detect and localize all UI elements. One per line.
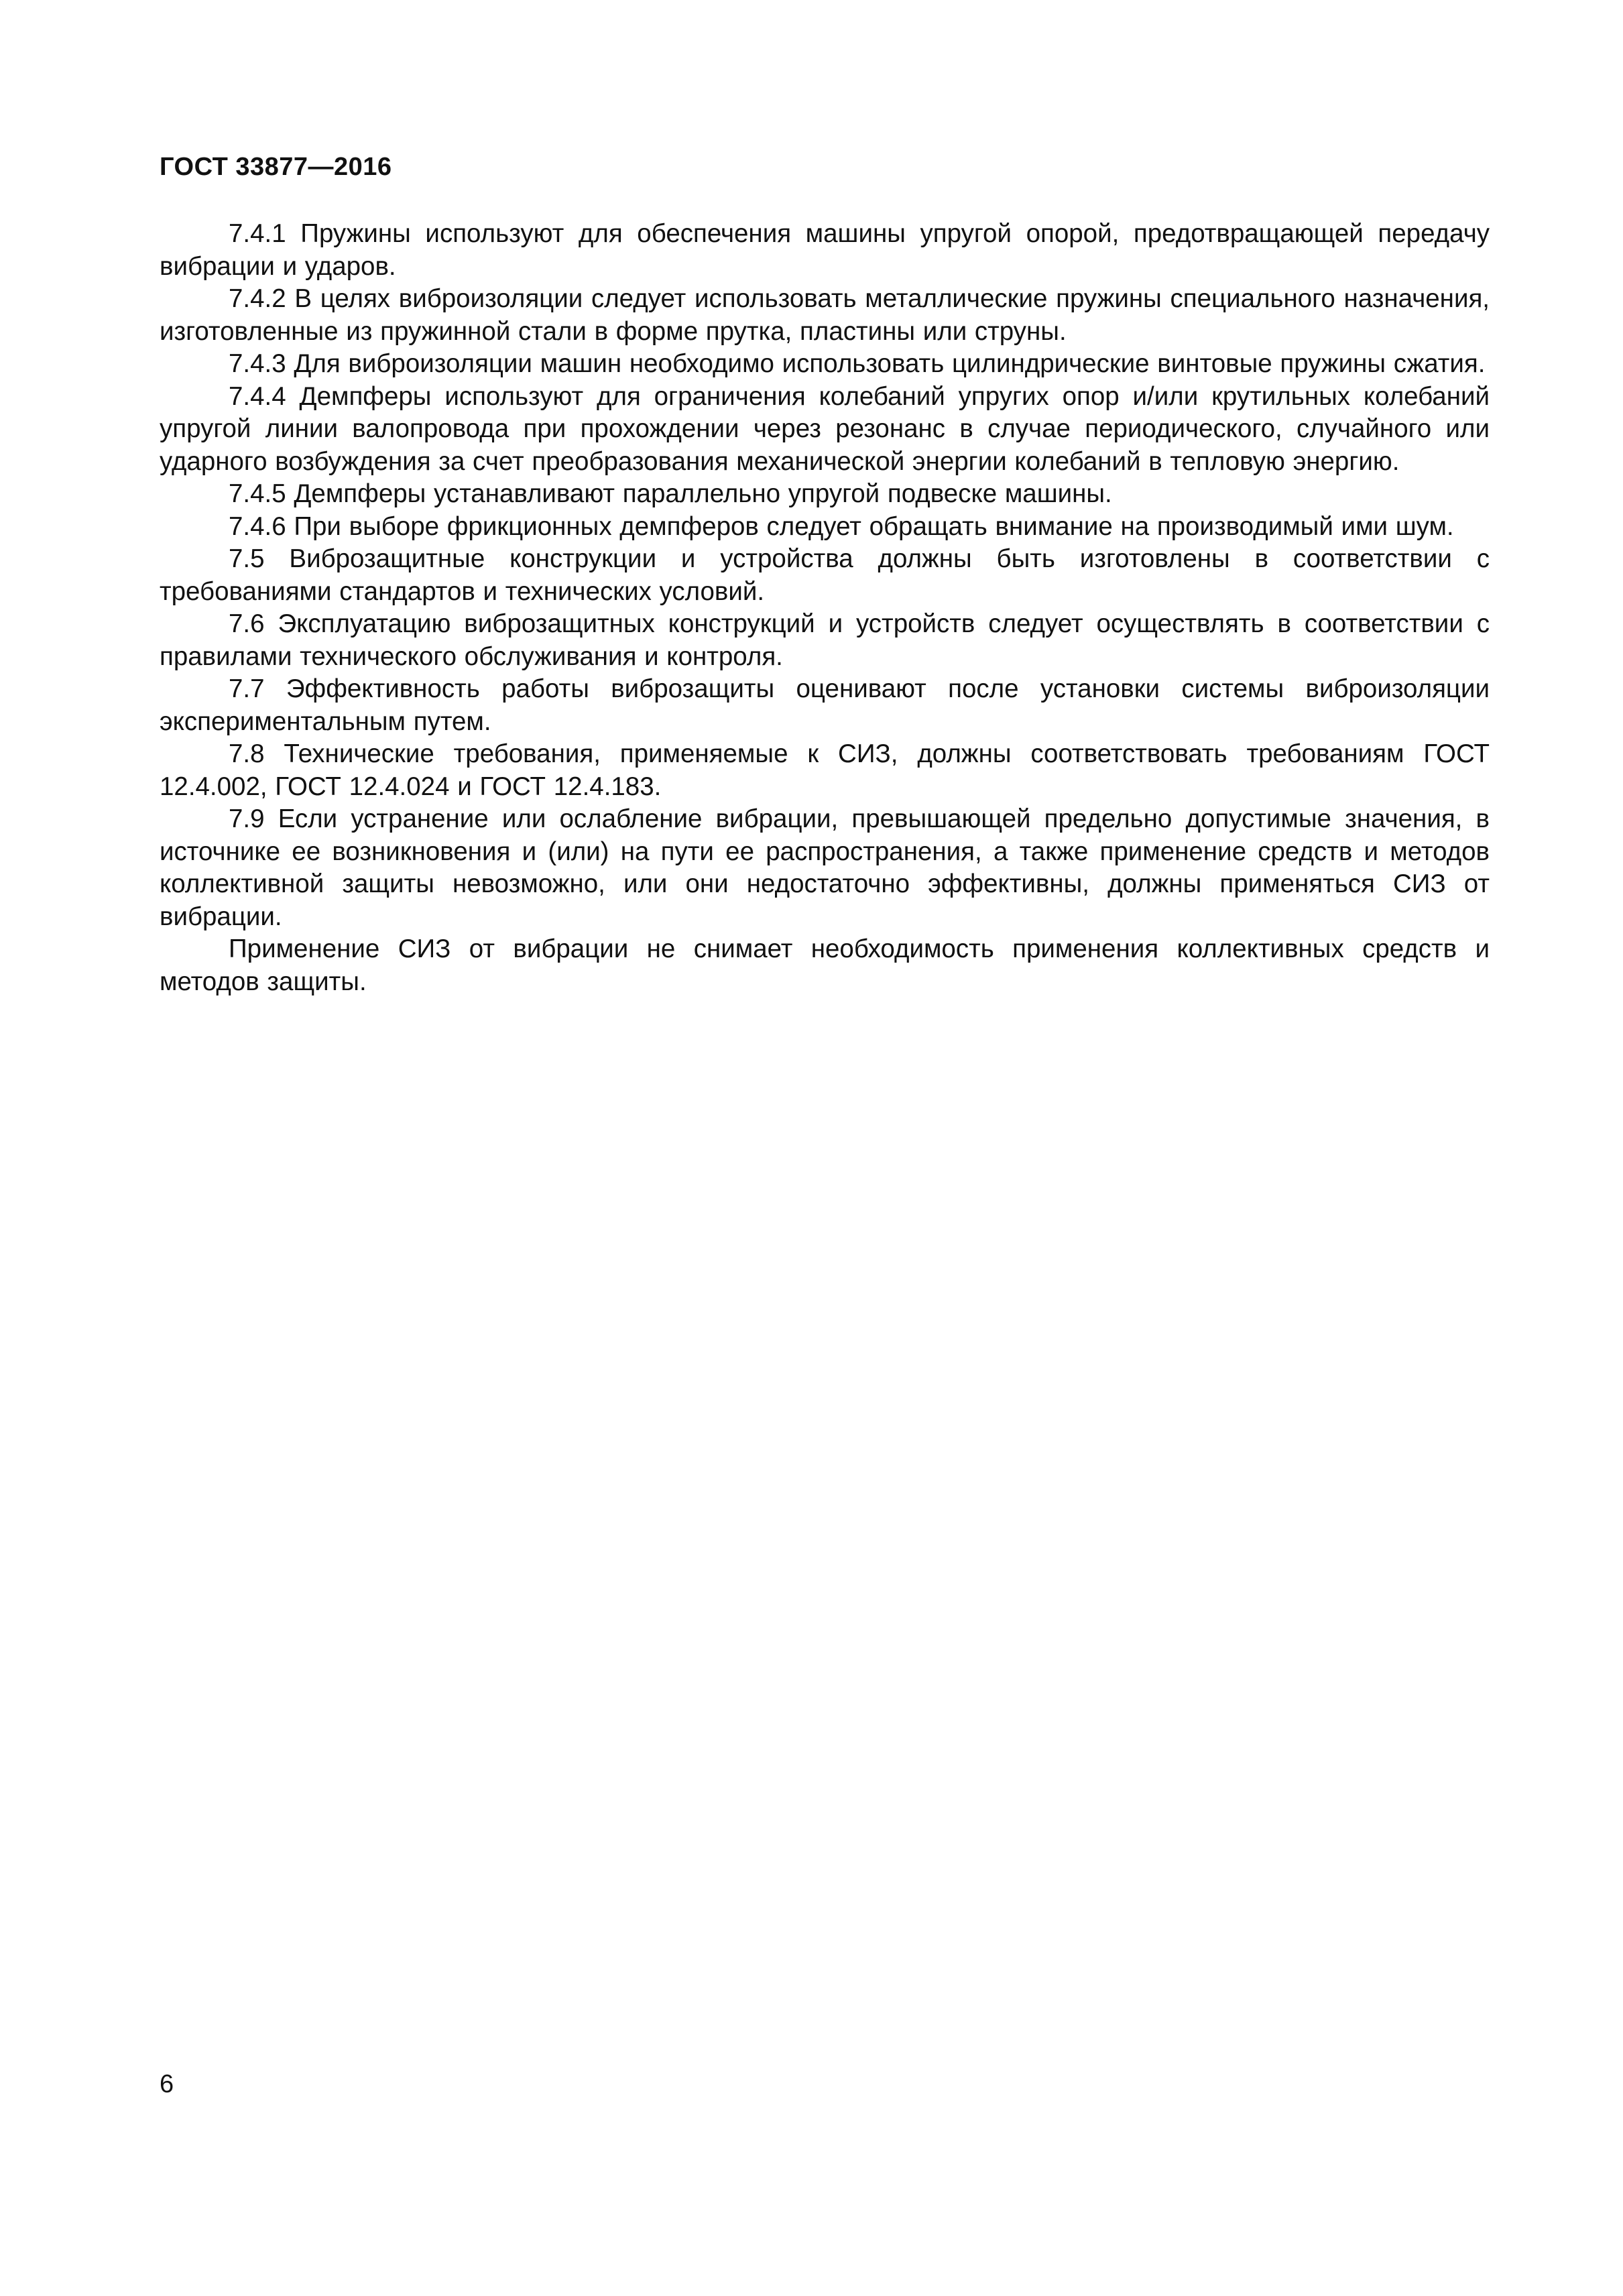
clause-number: 7.4.4 <box>229 381 286 411</box>
page-number: 6 <box>160 2070 174 2098</box>
clause-number: 7.4.2 <box>229 284 286 313</box>
clause-text: Применение СИЗ от вибрации не снимает необходимость применения коллективных средств и методов защиты. <box>160 934 1490 996</box>
document-body <box>160 218 1490 998</box>
document-header: ГОСТ 33877—2016 <box>160 153 392 181</box>
clause-text: Демпферы используют для ограничения колебаний упругих опор и/или крутильных колебаний упругой линии валопровода при прохождении через резонанс в случае периодического, случайного или ударного возбуждения за счет преобразования механической энергии колебаний в тепловую энергию. <box>160 381 1490 476</box>
clause-number: 7.4.5 <box>229 479 286 508</box>
clause-text: Виброзащитные конструкции и устройства должны быть изготовлены в соответствии с требованиями стандартов и технических условий. <box>160 544 1490 606</box>
paragraph-7-4-6 <box>160 511 1490 544</box>
paragraph-7-5 <box>160 543 1490 608</box>
paragraph-siz-note <box>160 933 1490 998</box>
clause-number: 7.7 <box>229 674 265 703</box>
clause-text: Если устранение или ослабление вибрации, превышающей предельно допустимые значения, в источнике ее возникновения и (или) на пути ее распространения, а также применение средств и методов коллективной защиты невозможно, или они недостаточно эффективны, должны применяться СИЗ от вибрации. <box>160 804 1490 931</box>
paragraph-7-6 <box>160 608 1490 673</box>
clause-number: 7.4.3 <box>229 349 286 378</box>
clause-text: Технические требования, применяемые к СИЗ, должны соответствовать требованиям ГОСТ 12.4.002, ГОСТ 12.4.024 и ГОСТ 12.4.183. <box>160 739 1490 801</box>
clause-number: 7.9 <box>229 804 265 833</box>
clause-number: 7.5 <box>229 544 265 573</box>
paragraph-7-4-5 <box>160 478 1490 511</box>
clause-text: Эксплуатацию виброзащитных конструкций и устройств следует осуществлять в соответствии с правилами технического обслуживания и контроля. <box>160 609 1490 671</box>
paragraph-7-9 <box>160 803 1490 933</box>
clause-number: 7.4.6 <box>229 511 286 541</box>
paragraph-7-7 <box>160 673 1490 738</box>
paragraph-7-4-1 <box>160 218 1490 283</box>
clause-text: В целях виброизоляции следует использовать металлические пружины специального назначения, изготовленные из пружинной стали в форме прутка, пластины или струны. <box>160 284 1490 346</box>
clause-text: Демпферы устанавливают параллельно упругой подвеске машины. <box>294 479 1112 508</box>
clause-number: 7.8 <box>229 739 265 768</box>
clause-text: Эффективность работы виброзащиты оценивают после установки системы виброизоляции экспериментальным путем. <box>160 674 1490 736</box>
clause-text: При выборе фрикционных демпферов следует обращать внимание на производимый ими шум. <box>294 511 1454 541</box>
paragraph-7-4-3 <box>160 348 1490 381</box>
clause-number: 7.4.1 <box>229 219 286 248</box>
clause-text: Для виброизоляции машин необходимо использовать цилиндрические винтовые пружины сжатия. <box>294 349 1486 378</box>
paragraph-7-4-4 <box>160 381 1490 479</box>
paragraph-7-8 <box>160 738 1490 803</box>
paragraph-7-4-2 <box>160 283 1490 348</box>
clause-number: 7.6 <box>229 609 265 638</box>
clause-text: Пружины используют для обеспечения машины упругой опорой, предотвращающей передачу вибрации и ударов. <box>160 219 1490 281</box>
